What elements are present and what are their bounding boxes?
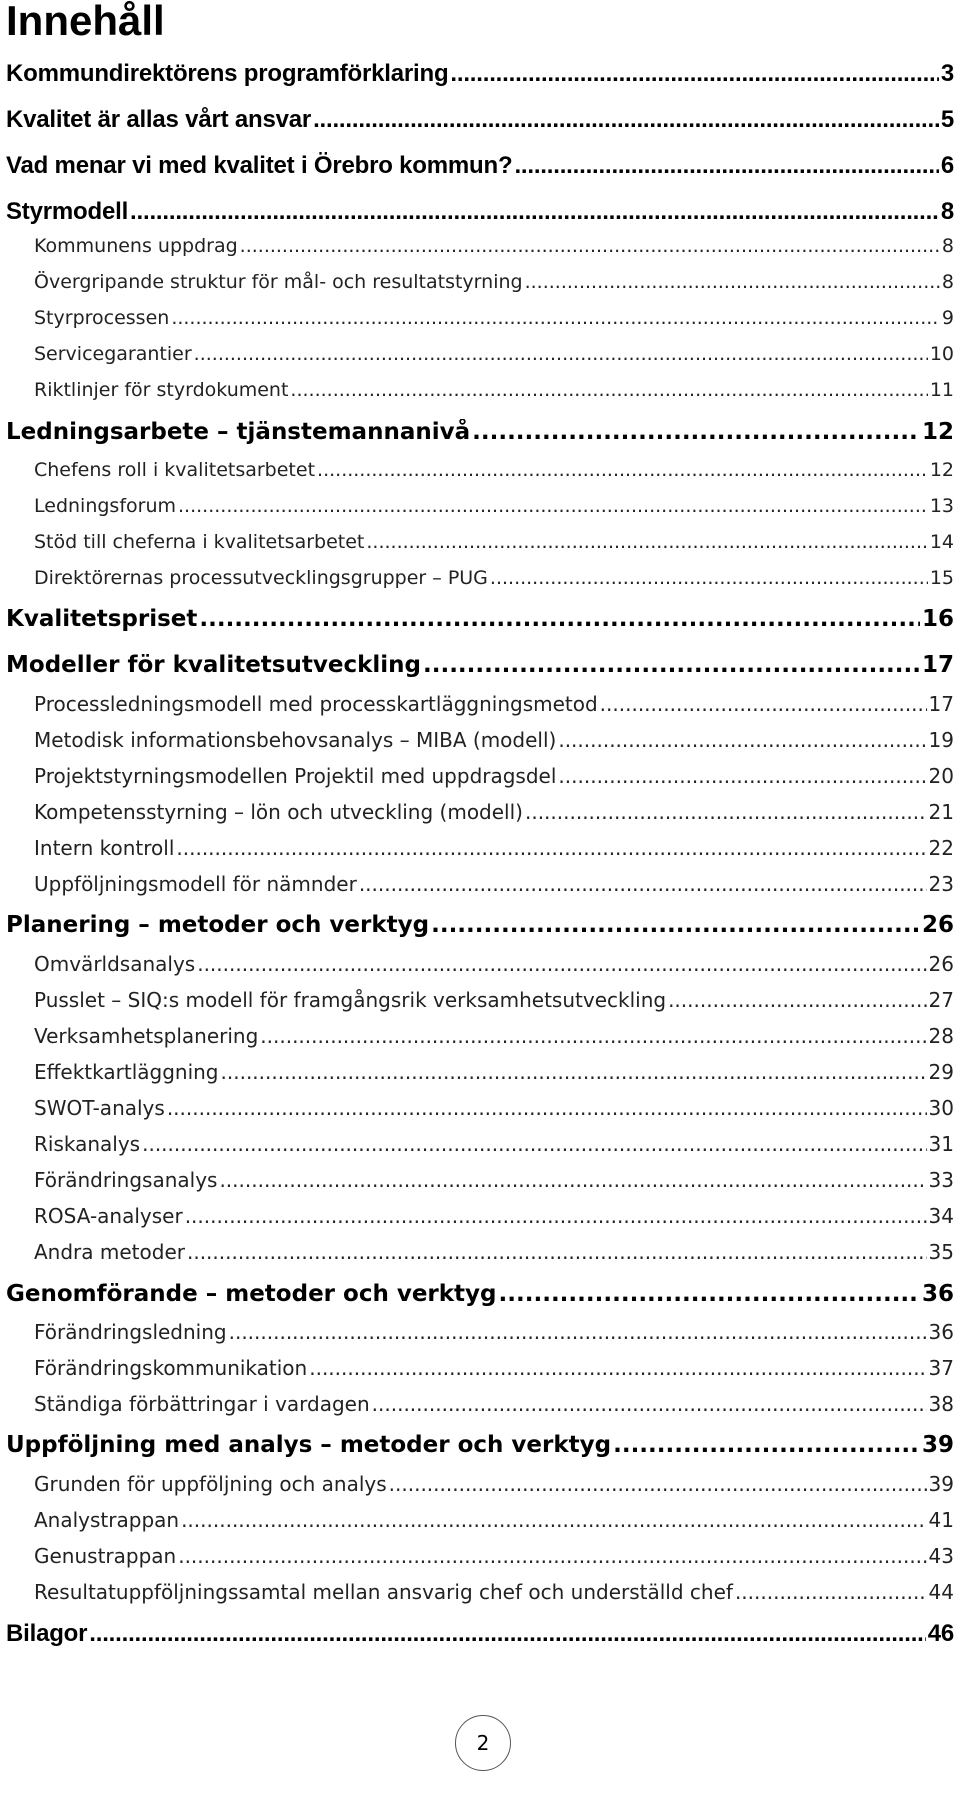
toc-entry-label: Ledningsarbete – tjänstemannanivå — [6, 419, 471, 445]
dot-leader — [472, 419, 920, 445]
toc-entry-label: Omvärldsanalys — [34, 952, 196, 976]
toc-entry-page: 36 — [921, 1281, 954, 1307]
dot-leader — [142, 1132, 926, 1156]
dot-leader — [372, 1392, 927, 1416]
toc-entry-page: 16 — [921, 606, 954, 632]
toc-entry-kvalitet-ansvar[interactable] — [6, 106, 954, 138]
dot-leader — [167, 1096, 927, 1120]
toc-entry-omvarldsanalys[interactable] — [34, 952, 954, 982]
dot-leader — [431, 912, 920, 938]
dot-leader — [525, 800, 927, 824]
dot-leader — [176, 836, 926, 860]
toc-entry-page: 11 — [929, 379, 954, 401]
dot-leader — [181, 1508, 926, 1532]
toc-entry-label: Styrprocessen — [34, 307, 170, 329]
toc-entry-label: Grunden för uppföljning och analys — [34, 1472, 387, 1496]
toc-entry-page: 15 — [929, 567, 954, 589]
dot-leader — [187, 1240, 927, 1264]
toc-entry-label: Planering – metoder och verktyg — [6, 912, 430, 938]
toc-entry-label: Resultatuppföljningssamtal mellan ansvarig chef och underställd chef — [34, 1580, 733, 1604]
toc-entry-forandringsledning[interactable] — [34, 1320, 954, 1350]
dot-leader — [178, 1544, 926, 1568]
toc-entry-page: 43 — [928, 1544, 954, 1568]
toc-entry-programforklaring[interactable] — [6, 60, 954, 92]
toc-entry-planering[interactable] — [6, 912, 954, 944]
toc-entry-label: Genomförande – metoder och verktyg — [6, 1281, 497, 1307]
toc-entry-page: 26 — [921, 912, 954, 938]
toc-entry-resultatuppfoljningssamtal[interactable] — [34, 1580, 954, 1610]
toc-entry-label: Chefens roll i kvalitetsarbetet — [34, 459, 316, 481]
dot-leader — [89, 1620, 925, 1648]
toc-entry-vad-menar-vi[interactable] — [6, 152, 954, 184]
toc-entry-label: Riskanalys — [34, 1132, 141, 1156]
toc-entry-label: Servicegarantier — [34, 343, 192, 365]
toc-entry-kommunens-uppdrag[interactable] — [34, 235, 954, 265]
toc-entry-label: ROSA-analyser — [34, 1204, 183, 1228]
toc-entry-label: Kompetensstyrning – lön och utveckling (modell) — [34, 800, 523, 824]
toc-entry-standiga-forbattringar[interactable] — [34, 1392, 954, 1422]
toc-entry-analystrappan[interactable] — [34, 1508, 954, 1538]
dot-leader — [613, 1432, 920, 1458]
toc-entry-label: Ständiga förbättringar i vardagen — [34, 1392, 370, 1416]
toc-entry-miba[interactable] — [34, 728, 954, 758]
dot-leader — [317, 459, 928, 481]
dot-leader — [490, 567, 928, 589]
toc-entry-page: 12 — [921, 419, 954, 445]
page-number-badge: 2 — [455, 1715, 511, 1771]
dot-leader — [558, 728, 926, 752]
dot-leader — [450, 60, 938, 88]
toc-entry-bilagor[interactable] — [6, 1620, 954, 1652]
dot-leader — [525, 271, 940, 293]
toc-entry-label: Förändringskommunikation — [34, 1356, 308, 1380]
toc-entry-label: Kommundirektörens programförklaring — [6, 60, 449, 87]
dot-leader — [313, 106, 939, 134]
toc-entry-page: 35 — [928, 1240, 954, 1264]
toc-entry-overgripande-struktur[interactable] — [34, 271, 954, 301]
dot-leader — [260, 1024, 926, 1048]
toc-entry-label: Bilagor — [6, 1620, 88, 1647]
toc-entry-page: 37 — [928, 1356, 954, 1380]
toc-entry-page: 17 — [928, 692, 954, 716]
dot-leader — [185, 1204, 927, 1228]
toc-entry-label: Kvalitetspriset — [6, 606, 198, 632]
toc-entry-page: 8 — [940, 198, 954, 225]
toc-entry-riktlinjer[interactable] — [34, 379, 954, 409]
toc-entry-page: 14 — [929, 531, 954, 553]
toc-entry-page: 30 — [928, 1096, 954, 1120]
toc-entry-page: 20 — [928, 764, 954, 788]
toc-entry-label: Vad menar vi med kvalitet i Örebro kommun? — [6, 152, 513, 179]
toc-entry-label: Uppföljning med analys – metoder och verktyg — [6, 1432, 612, 1458]
toc-entry-label: SWOT-analys — [34, 1096, 165, 1120]
toc-entry-kvalitetspriset[interactable] — [6, 606, 954, 638]
toc-entry-page: 29 — [928, 1060, 954, 1084]
toc-entry-label: Verksamhetsplanering — [34, 1024, 259, 1048]
toc-entry-ledningsarbete[interactable] — [6, 419, 954, 451]
toc-entry-label: Processledningsmodell med processkartläggningsmetod — [34, 692, 598, 716]
toc-entry-page: 39 — [921, 1432, 954, 1458]
toc-entry-label: Kvalitet är allas vårt ansvar — [6, 106, 312, 133]
dot-leader — [197, 952, 926, 976]
toc-entry-stod-till-cheferna[interactable] — [34, 531, 954, 561]
toc-entry-label: Modeller för kvalitetsutveckling — [6, 652, 421, 678]
toc-entry-page: 9 — [941, 307, 954, 329]
toc-entry-grunden[interactable] — [34, 1472, 954, 1502]
toc-entry-page: 5 — [940, 106, 954, 133]
toc-entry-page: 10 — [929, 343, 954, 365]
toc-entry-swot[interactable] — [34, 1096, 954, 1126]
toc-entry-label: Övergripande struktur för mål- och resultatstyrning — [34, 271, 523, 293]
toc-entry-label: Ledningsforum — [34, 495, 176, 517]
toc-entry-page: 23 — [928, 872, 954, 896]
toc-entry-label: Genustrappan — [34, 1544, 177, 1568]
dot-leader — [668, 988, 926, 1012]
toc-entry-processledningsmodell[interactable] — [34, 692, 954, 722]
dot-leader — [290, 379, 927, 401]
toc-entry-verksamhetsplanering[interactable] — [34, 1024, 954, 1054]
dot-leader — [423, 652, 920, 678]
toc-entry-modeller[interactable] — [6, 652, 954, 684]
toc-entry-uppfoljning[interactable] — [6, 1432, 954, 1464]
toc-entry-andra-metoder[interactable] — [34, 1240, 954, 1270]
toc-entry-page: 41 — [928, 1508, 954, 1532]
toc-entry-page: 28 — [928, 1024, 954, 1048]
dot-leader — [130, 198, 939, 226]
toc-entry-rosa[interactable] — [34, 1204, 954, 1234]
toc-entry-page: 38 — [928, 1392, 954, 1416]
toc-entry-servicegarantier[interactable] — [34, 343, 954, 373]
toc-entry-page: 8 — [941, 271, 954, 293]
toc-entry-page: 3 — [940, 60, 954, 87]
dot-leader — [359, 872, 927, 896]
toc-entry-label: Metodisk informationsbehovsanalys – MIBA (modell) — [34, 728, 557, 752]
dot-leader — [514, 152, 938, 180]
toc-entry-page: 31 — [928, 1132, 954, 1156]
dot-leader — [600, 692, 927, 716]
toc-entry-label: Stöd till cheferna i kvalitetsarbetet — [34, 531, 365, 553]
toc-entry-page: 39 — [928, 1472, 954, 1496]
toc-entry-genomforande[interactable] — [6, 1281, 954, 1313]
toc-entry-riskanalys[interactable] — [34, 1132, 954, 1162]
toc-entry-page: 12 — [929, 459, 954, 481]
toc-entry-label: Riktlinjer för styrdokument — [34, 379, 289, 401]
dot-leader — [171, 307, 940, 329]
dot-leader — [735, 1580, 927, 1604]
toc-entry-label: Kommunens uppdrag — [34, 235, 238, 257]
dot-leader — [309, 1356, 926, 1380]
toc-entry-label: Styrmodell — [6, 198, 129, 225]
toc-entry-projektil[interactable] — [34, 764, 954, 794]
dot-leader — [558, 764, 926, 788]
dot-leader — [221, 1060, 927, 1084]
toc-entry-page: 19 — [928, 728, 954, 752]
toc-entry-pusslet[interactable] — [34, 988, 954, 1018]
toc-entry-genustrappan[interactable] — [34, 1544, 954, 1574]
toc-entry-pug[interactable] — [34, 567, 954, 597]
toc-entry-label: Intern kontroll — [34, 836, 175, 860]
toc-entry-ledningsforum[interactable] — [34, 495, 954, 525]
toc-entry-page: 8 — [941, 235, 954, 257]
dot-leader — [499, 1281, 920, 1307]
toc-entry-label: Effektkartläggning — [34, 1060, 219, 1084]
toc-entry-label: Uppföljningsmodell för nämnder — [34, 872, 357, 896]
toc-entry-styrprocessen[interactable] — [34, 307, 954, 337]
toc-entry-label: Förändringsledning — [34, 1320, 227, 1344]
toc-entry-page: 36 — [928, 1320, 954, 1344]
page-title: Innehåll — [6, 0, 165, 44]
dot-leader — [366, 531, 927, 553]
toc-entry-intern-kontroll[interactable] — [34, 836, 954, 866]
toc-entry-chefens-roll[interactable] — [34, 459, 954, 489]
dot-leader — [389, 1472, 927, 1496]
toc-entry-page: 26 — [928, 952, 954, 976]
toc-entry-page: 27 — [928, 988, 954, 1012]
toc-entry-page: 44 — [928, 1580, 954, 1604]
dot-leader — [194, 343, 928, 365]
toc-entry-forandringsanalys[interactable] — [34, 1168, 954, 1198]
toc-entry-styrmodell[interactable] — [6, 198, 954, 230]
dot-leader — [199, 606, 920, 632]
toc-entry-effektkartlaggning[interactable] — [34, 1060, 954, 1090]
toc-entry-page: 13 — [929, 495, 954, 517]
toc-entry-page: 6 — [940, 152, 954, 179]
toc-entry-page: 34 — [928, 1204, 954, 1228]
toc-entry-label: Analystrappan — [34, 1508, 180, 1532]
dot-leader — [219, 1168, 926, 1192]
toc-entry-uppfoljningsmodell[interactable] — [34, 872, 954, 902]
toc-entry-page: 22 — [928, 836, 954, 860]
toc-entry-forandringskommunikation[interactable] — [34, 1356, 954, 1386]
dot-leader — [240, 235, 940, 257]
toc-entry-page: 46 — [927, 1620, 954, 1647]
toc-entry-label: Andra metoder — [34, 1240, 185, 1264]
toc-entry-kompetensstyrning[interactable] — [34, 800, 954, 830]
toc-entry-page: 17 — [921, 652, 954, 678]
toc-entry-label: Direktörernas processutvecklingsgrupper – PUG — [34, 567, 488, 589]
toc-entry-page: 21 — [928, 800, 954, 824]
toc-entry-label: Pusslet – SIQ:s modell för framgångsrik verksamhetsutveckling — [34, 988, 667, 1012]
toc-entry-page: 33 — [928, 1168, 954, 1192]
toc-entry-label: Förändringsanalys — [34, 1168, 218, 1192]
toc-entry-label: Projektstyrningsmodellen Projektil med uppdragsdel — [34, 764, 557, 788]
dot-leader — [178, 495, 928, 517]
dot-leader — [229, 1320, 927, 1344]
